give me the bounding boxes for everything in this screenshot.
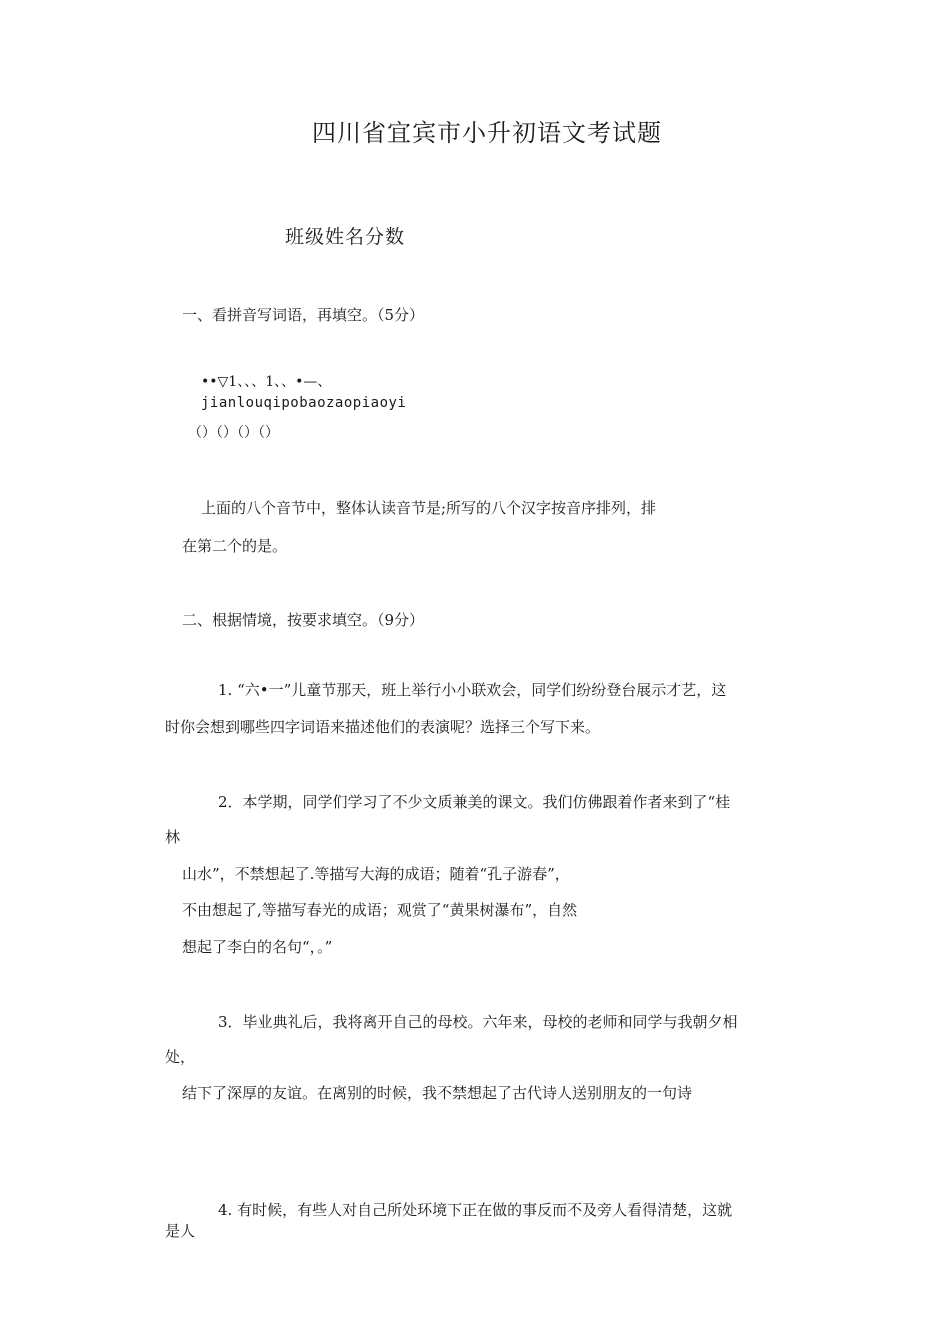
section1-paragraph-line2: 在第二个的是。 [182, 537, 288, 555]
question3-line1: 3．毕业典礼后，我将离开自己的母校。六年来，母校的老师和同学与我朝夕相 [218, 1013, 738, 1031]
question4-line2: 是人 [165, 1222, 196, 1240]
question3-line2: 处， [165, 1048, 196, 1066]
question1-line2: 时你会想到哪些四字词语来描述他们的表演呢？选择三个写下来。 [165, 718, 601, 736]
question1-line1: 1. “六•一”儿童节那天，班上举行小小联欢会，同学们纷纷登台展示才艺，这 [218, 681, 727, 699]
section1-paragraph-line1: 上面的八个音节中，整体认读音节是;所写的八个汉字按音序排列，排 [201, 499, 657, 517]
section1-pinyin: jianlouqipobaozaopiaoyi [201, 395, 407, 411]
section1-answer-brackets: （）（）（）（） [188, 425, 279, 441]
section1-heading: 一、看拼音写词语，再填空。（5分） [182, 306, 425, 324]
question2-line2: 林 [165, 828, 181, 846]
page-title: 四川省宜宾市小升初语文考试题 [312, 119, 662, 147]
question4-line1: 4. 有时候，有些人对自己所处环境下正在做的事反而不及旁人看得清楚，这就 [218, 1201, 733, 1219]
question2-line1: 2．本学期，同学们学习了不少文质兼美的课文。我们仿佛跟着作者来到了“桂 [218, 793, 731, 811]
question2-line5: 想起了李白的名句“，。” [182, 938, 333, 956]
class-name-score-line: 班级姓名分数 [285, 226, 406, 248]
section1-tone-marks: ••▽1、、、1、、•—、 [201, 374, 332, 390]
section2-heading: 二、根据情境，按要求填空。（9分） [182, 611, 425, 629]
question2-line3: 山水”，不禁想起了.等描写大海的成语；随着“孔子游春”， [182, 865, 570, 883]
question3-line3: 结下了深厚的友谊。在离别的时候，我不禁想起了古代诗人送别朋友的一句诗 [182, 1084, 693, 1102]
question2-line4: 不由想起了,等描写春光的成语；观赏了“黄果树瀑布”，自然 [182, 901, 578, 919]
